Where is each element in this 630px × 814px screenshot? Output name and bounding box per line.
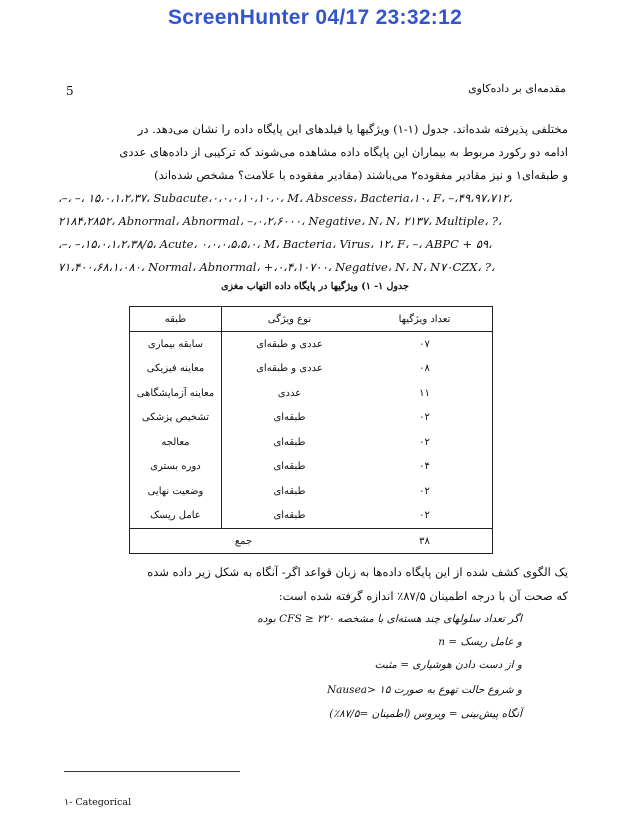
pattern-line: یک الگوی کشف شده از این پایگاه داده‌ها به زبان قواعد اگر- آنگاه به شکل زیر داده شده (147, 565, 568, 579)
attributes-table (129, 306, 493, 554)
type-cell: طبقه‌ای (221, 504, 357, 529)
type-cell: طبقه‌ای (221, 479, 357, 504)
category-cell: معاینه فیزیکی (130, 357, 222, 382)
running-head: مقدمه‌ای بر داده‌کاوی (468, 82, 566, 95)
category-cell: تشخیص پزشکی (130, 406, 222, 431)
intro-line: مختلفی پذیرفته شده‌اند. جدول (۱-۱) ویژگیها یا فیلدهای این پایگاه داده را نشان می‌دهد. در (137, 122, 568, 136)
total-label: جمع (130, 529, 358, 554)
type-cell: طبقه‌ای (221, 455, 357, 480)
rule-line: و از دست دادن هوشیاری = مثبت (374, 659, 522, 671)
column-header: تعداد ویژگیها (357, 307, 493, 332)
count-cell: ۰۲ (419, 436, 430, 448)
rule-line: و شروع حالت تهوع به صورت Nausea> ۱۵ (326, 684, 522, 696)
category-cell: معاینه آزمایشگاهی (130, 381, 222, 406)
table-header-row (130, 307, 493, 332)
type-cell: طبقه‌ای (221, 406, 357, 431)
table-row (130, 332, 493, 357)
rule-line: آنگاه پیش‌بینی = ویروس (اطمینان =۸۷/۵٪) (329, 708, 522, 720)
record-line: ‎۷۱،۴۰۰،۶۸،۱،۰۸۰، Normal، Abnormal، +،۰،۴،۱۰۷۰۰، Negative، N، N، N۷۰CZX، ?، (58, 260, 495, 274)
column-header: نوع ویژگی (221, 307, 357, 332)
table-row (130, 479, 493, 504)
count-cell: ۰۲ (419, 510, 430, 522)
count-cell: ۰۸ (419, 363, 430, 375)
type-cell: طبقه‌ای (221, 430, 357, 455)
page-number: 5 (66, 84, 74, 98)
record-line: ‎،–، –،۱۵،۰،۱،۲،۳۸/۵، Acute، ۰،۰،۰،۵،۵،۰، M، Bacteria، Virus، ۱۲، F، –، ABPC + ۵۹، (58, 237, 492, 251)
category-cell: دوره بستری (130, 455, 222, 480)
total-value: ۳۸ (357, 529, 493, 554)
rule-line: اگر تعداد سلولهای چند هسته‌ای با مشخصه CFS ≥ ۲۲۰ بوده (257, 613, 522, 625)
category-cell: وضعیت نهایی (130, 479, 222, 504)
table-total-row (130, 529, 493, 554)
table-row (130, 504, 493, 529)
pattern-line: که صحت آن با درجه اطمینان ۸۷/۵٪ اندازه گرفته شده است: (278, 589, 568, 603)
category-cell: سابقه بیماری (130, 332, 222, 357)
type-cell: عددی و طبقه‌ای (221, 357, 357, 382)
intro-line: ادامه دو رکورد مربوط به بیماران این پایگاه داده مشاهده می‌شوند که ترکیبی از داده‌های عددی (119, 145, 568, 159)
footnote-divider (64, 771, 240, 772)
rule-line: و عامل ریسک = n (438, 636, 522, 648)
category-cell: عامل ریسک (130, 504, 222, 529)
table-row (130, 430, 493, 455)
footnote: ۱- Categorical (64, 797, 132, 808)
table-row (130, 455, 493, 480)
type-cell: عددی و طبقه‌ای (221, 332, 357, 357)
column-header: طبقه (130, 307, 222, 332)
count-cell: ۰۲ (419, 412, 430, 424)
category-cell: معالجه (130, 430, 222, 455)
type-cell: عددی (221, 381, 357, 406)
record-line: ‎۲۱۸۴،۲۸۵۲، Abnormal، Abnormal، –،۰،۲،۶۰۰۰، Negative، N، N، ۲۱۳۷، Multiple، ?، (58, 214, 502, 228)
count-cell: ۰۲ (419, 485, 430, 497)
table-row (130, 357, 493, 382)
intro-line: و طبقه‌ای۱ و نیز مقادیر مفقوده۲ می‌باشند (مقادیر مفقوده با علامت؟ مشخص شده‌اند) (154, 168, 568, 182)
screenhunter-stamp: ScreenHunter 04/17 23:32:12 (167, 6, 463, 29)
table-caption: جدول ۱- ۱) ویژگیها در پایگاه داده التهاب مغزی (221, 281, 409, 292)
record-line: ‎،–، –، ۱۵،۰،۱،۲،۳۷، Subacute،۰،۰،۰،۱۰،۱۰،۰، M، Abscess، Bacteria،۱۰، F، –،۴۹،۹۷،۷۱۲، (58, 191, 513, 205)
table-row (130, 381, 493, 406)
count-cell: ۰۷ (419, 338, 430, 350)
count-cell: ۱۱ (419, 387, 430, 399)
count-cell: ۰۴ (419, 461, 430, 473)
table-row (130, 406, 493, 431)
